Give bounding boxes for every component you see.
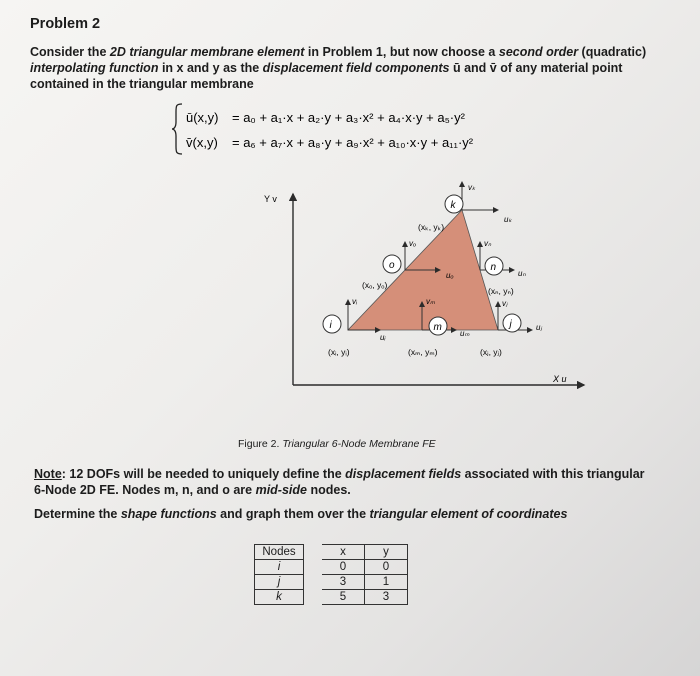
dof-v-i: vᵢ [352,297,357,306]
problem-title: Problem 2 [30,16,101,32]
equation-v-lhs: v̄(x,y) [186,135,218,150]
table-cell: 3 [365,590,408,605]
node-i-marker [323,315,341,333]
node-i-label: i [329,320,332,331]
equation-v-rhs: = a₆ + a₇·x + a₈·y + a₉·x² + a₁₀·x·y + a₁₁·y² [232,135,474,150]
triangle-figure [250,180,590,405]
node-j-marker [503,314,521,332]
note-paragraph [34,466,654,498]
equations-block [172,100,552,163]
equation-u-rhs: = a₀ + a₁·x + a₂·y + a₃·x² + a₄·x·y + a₅·y² [232,110,465,125]
task-paragraph [34,506,664,522]
coord-o: (xₒ, yₒ) [362,280,388,290]
intro-emph: displacement field components [262,61,450,75]
table-cell: 1 [365,575,408,590]
table-header-cell: y [365,545,408,560]
equation-u-lhs: ū(x,y) [186,110,219,125]
dof-u-j: uⱼ [536,323,542,332]
coord-m: (xₘ, yₘ) [408,347,438,357]
node-o-label: o [389,260,395,271]
task-emph: triangular element of coordinates [369,507,568,521]
dof-u-m: uₘ [460,329,470,338]
node-j-label: j [509,319,512,330]
task-text: Determine the [34,507,121,521]
dof-v-k: vₖ [468,183,476,192]
dof-v-o: vₒ [409,239,417,248]
table-cell: k [255,590,304,605]
intro-text: Consider the [30,45,110,59]
node-coordinates-table [254,544,408,605]
x-axis-label: X u [553,374,567,384]
intro-text: (quadratic) [578,45,647,59]
table-row [255,590,408,605]
dof-v-m: vₘ [426,297,435,306]
intro-text: ū and v̄ of any material point contained in the triangular membrane [30,61,623,91]
dof-u-o: uₒ [446,271,454,280]
dof-v-j: vⱼ [502,299,508,308]
node-n-label: n [490,262,497,273]
intro-text: in Problem 1, but now choose a [304,45,499,59]
coord-i: (xᵢ, yᵢ) [328,347,350,357]
table-cell: 0 [322,560,365,575]
note-text: : 12 DOFs will be needed to uniquely define the [61,467,346,481]
intro-text: in x and y as the [158,61,263,75]
y-axis-label: Y v [264,194,277,204]
brace-icon [172,104,182,154]
node-m-label: m [433,322,442,333]
problem-intro [30,44,670,92]
table-header-row [255,545,408,560]
table-cell: 5 [322,590,365,605]
caption-prefix: Figure 2. [238,438,283,450]
table-row [255,560,408,575]
table-cell: i [255,560,304,575]
table-header-cell: Nodes [255,545,304,560]
figure-caption [238,438,436,450]
table-cell: 3 [322,575,365,590]
coord-n: (xₙ, yₙ) [488,286,514,296]
task-emph: shape functions [120,507,217,521]
coord-k: (xₖ, yₖ) [418,222,445,232]
coord-j: (xⱼ, yⱼ) [480,347,502,357]
note-emph: mid-side [255,483,307,497]
dof-v-n: vₙ [484,239,492,248]
note-label: Note [34,467,62,481]
intro-emph: second order [498,45,579,59]
node-k-label: k [450,200,456,211]
dof-u-i: uᵢ [380,333,386,342]
caption-text: Triangular 6-Node Membrane FE [282,438,436,450]
intro-emph: 2D triangular membrane element [109,45,305,59]
dof-u-n: uₙ [518,269,526,278]
dof-u-k: uₖ [504,215,512,224]
table-header-cell: x [322,545,365,560]
table-row [255,575,408,590]
note-emph: displacement fields [345,467,462,481]
note-text: associated with this triangular 6-Node 2D FE. Nodes m, n, and o are [34,467,645,497]
table-cell: 0 [365,560,408,575]
note-text: nodes. [306,483,351,497]
table-cell: j [255,575,304,590]
task-text: and graph them over the [216,507,370,521]
intro-emph: interpolating function [30,61,159,75]
